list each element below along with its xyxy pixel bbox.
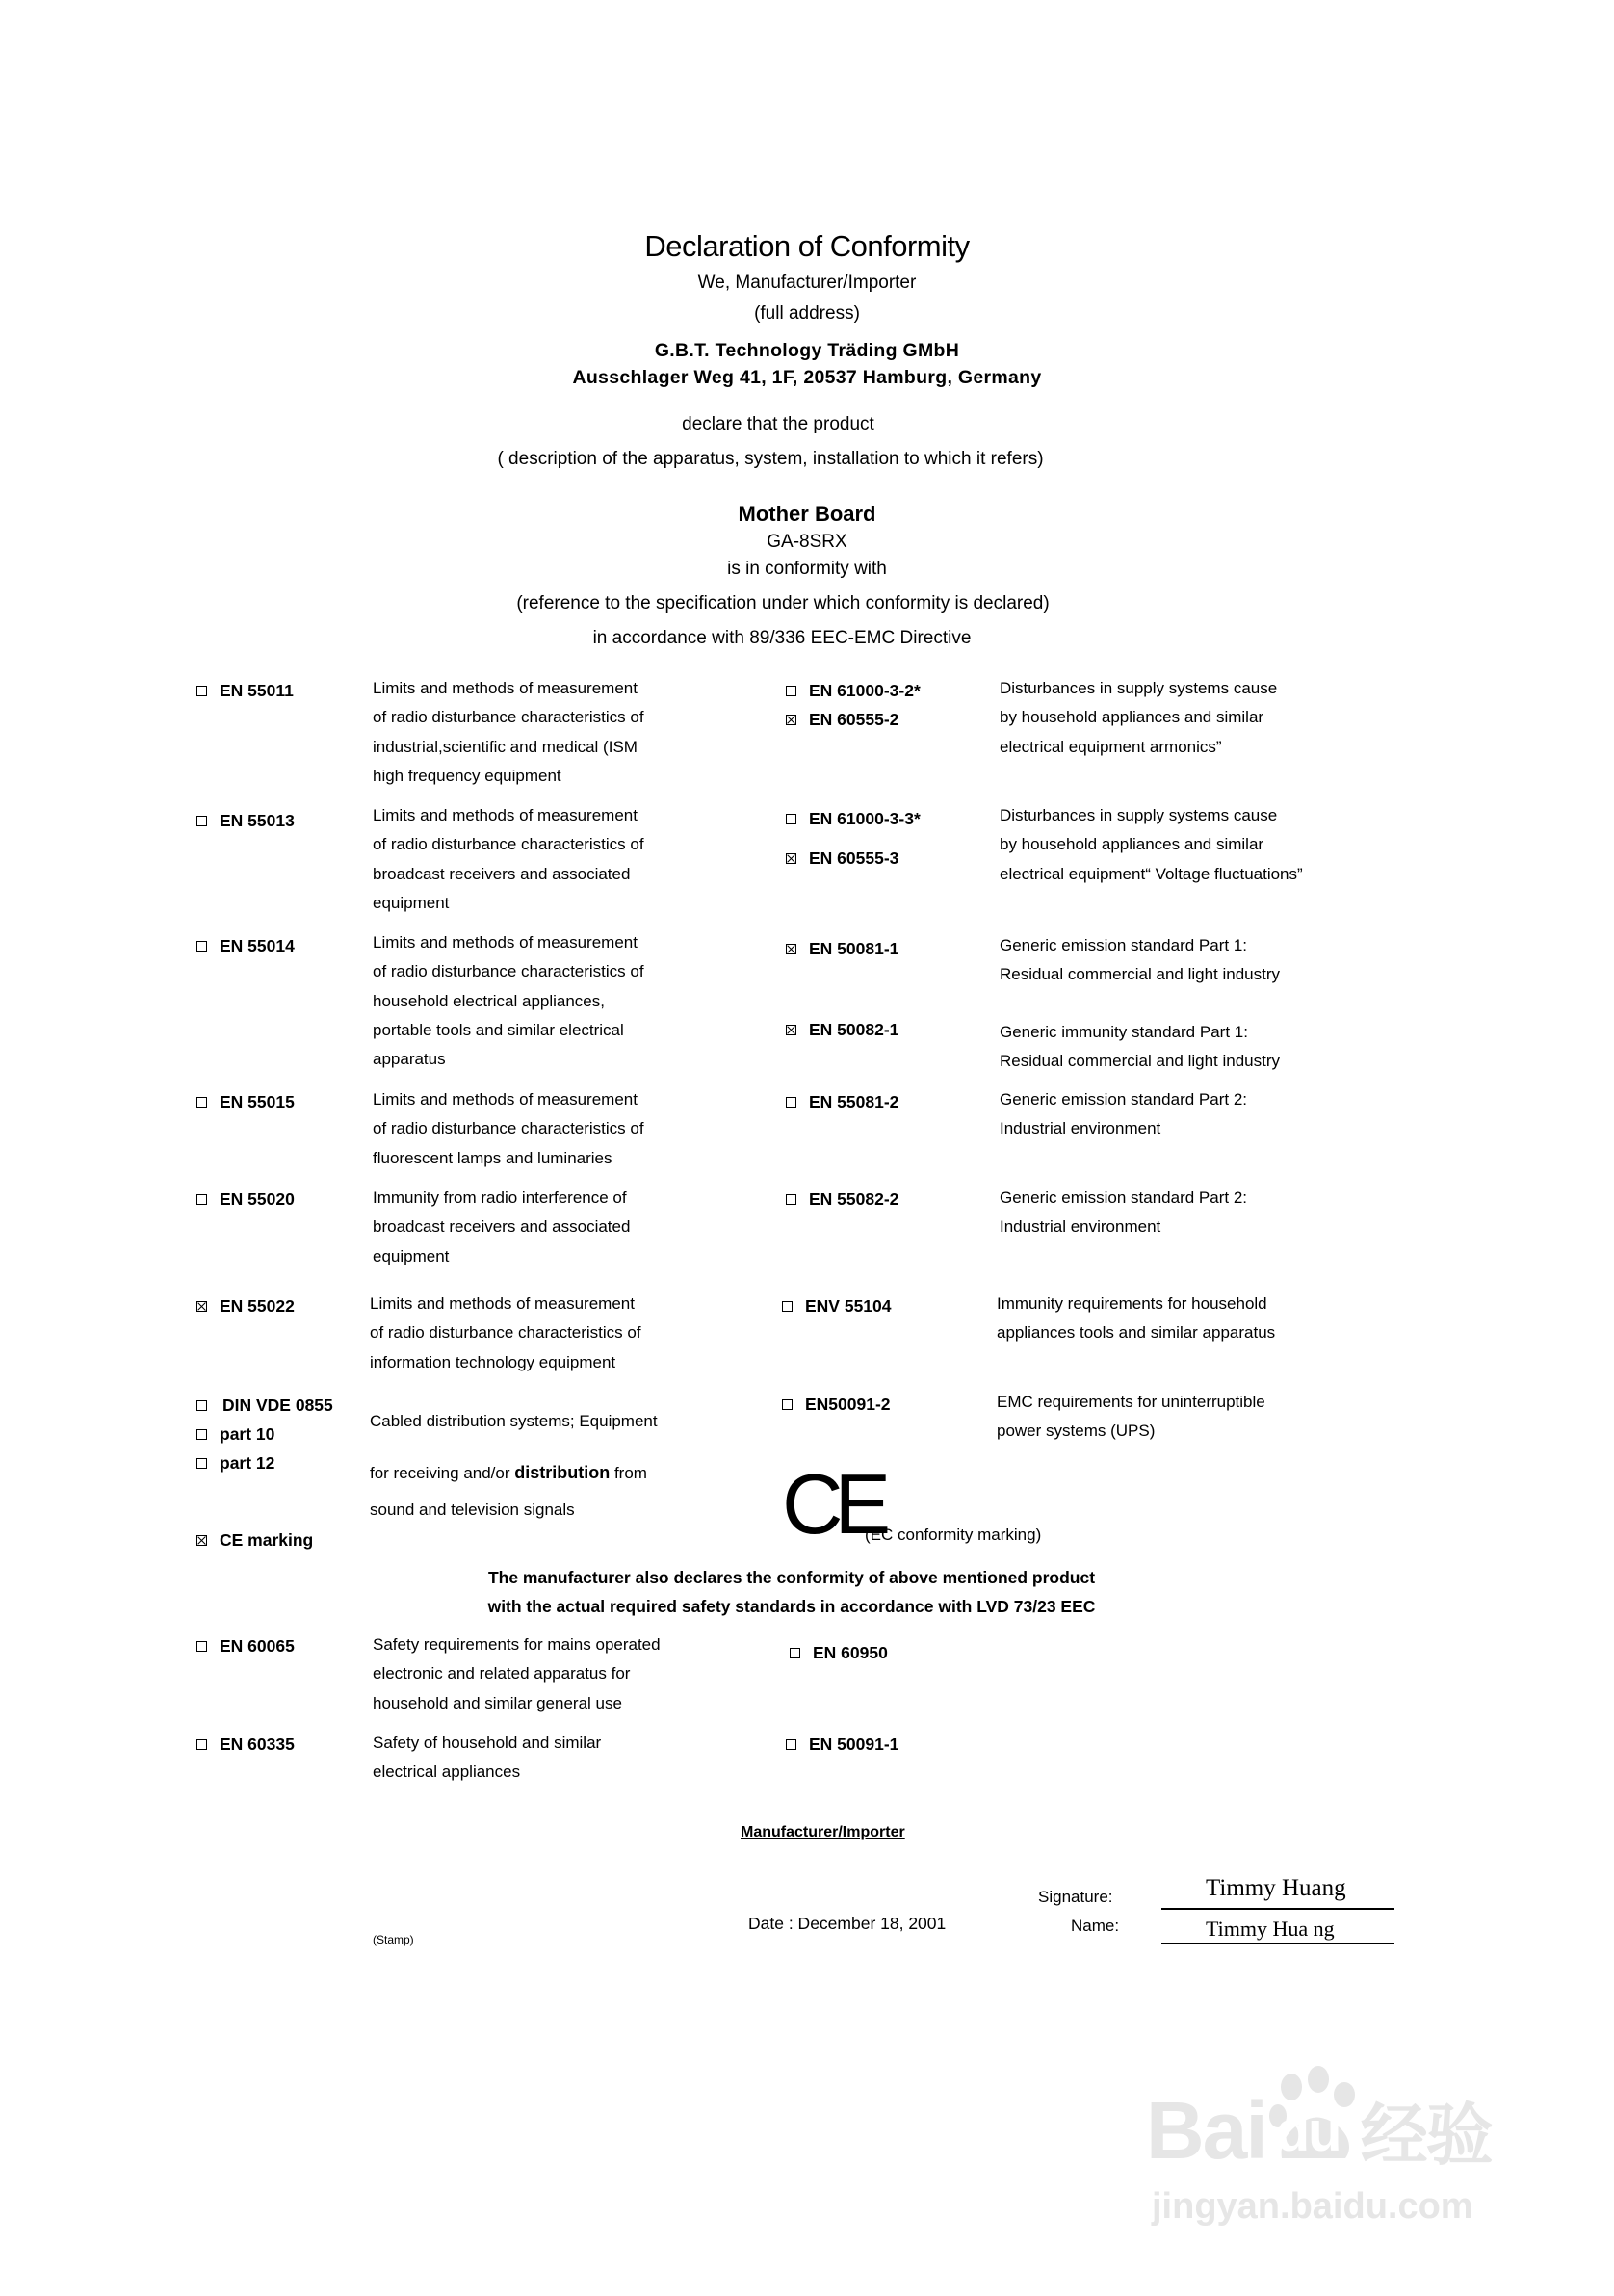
standard-code: EN 55081-2 — [809, 1092, 899, 1111]
standard-desc: Generic emission standard Part 1: Residual commercial and light industry — [1000, 936, 1281, 984]
dinvde-desc-1: Cabled distribution systems; Equipment — [370, 1412, 658, 1430]
company-name: G.B.T. Technology Träding GMbH — [654, 340, 960, 361]
standard-desc: EMC requirements for uninterruptible power systems (UPS) — [997, 1393, 1265, 1441]
standard-desc: Disturbances in supply systems cause by household appliances and similar electrical equipment armonics” — [1000, 679, 1278, 756]
checkbox-checked — [786, 853, 796, 864]
watermark-brand: Bai du 经验 — [1146, 2090, 1492, 2176]
standard-code: EN 60950 — [813, 1643, 888, 1662]
standard-code: EN 55015 — [220, 1092, 295, 1111]
standard-desc: Safety of household and similar electrical appliances — [373, 1734, 602, 1782]
date-line: Date : December 18, 2001 — [748, 1914, 947, 1933]
reference-line: (reference to the specification under which conformity is declared) — [516, 593, 1050, 613]
checkbox-checked — [196, 1535, 207, 1546]
checkbox — [786, 1194, 796, 1205]
checkbox — [196, 1194, 207, 1205]
standard-code: ENV 55104 — [805, 1296, 892, 1316]
standard-code: part 12 — [220, 1453, 275, 1473]
checkbox — [196, 1641, 207, 1652]
checkbox-checked — [786, 715, 796, 725]
standard-code: EN 60335 — [220, 1735, 295, 1754]
signature-value: Timmy Huang — [1206, 1875, 1346, 1901]
checkbox — [196, 1400, 207, 1411]
standard-code: EN 55013 — [220, 811, 295, 830]
standard-code: EN 61000-3-3* — [809, 809, 921, 828]
standard-code: part 10 — [220, 1424, 275, 1444]
checkbox — [782, 1399, 793, 1410]
checkbox-checked — [786, 944, 796, 954]
signature-label: Signature: — [1038, 1888, 1113, 1906]
dinvde-desc-3: sound and television signals — [370, 1500, 575, 1519]
checkbox — [782, 1301, 793, 1312]
standard-desc: Generic immunity standard Part 1: Residual commercial and light industry — [1000, 1023, 1281, 1071]
standard-desc: Generic emission standard Part 2: Industrial environment — [1000, 1090, 1248, 1138]
checkbox — [786, 814, 796, 824]
manufacturer-heading: Manufacturer/Importer — [741, 1824, 905, 1840]
checkbox-checked — [786, 1025, 796, 1035]
name-label: Name: — [1071, 1917, 1120, 1935]
conformity-line: is in conformity with — [727, 559, 887, 579]
declare-line: declare that the product — [682, 414, 874, 434]
checkbox — [196, 941, 207, 952]
standard-desc: Limits and methods of measurement of radio disturbance characteristics of broadcast receivers and associated equipment — [373, 806, 644, 912]
standard-desc: Limits and methods of measurement of radio disturbance characteristics of household electrical appliances, portable tools and similar electrical apparatus — [373, 933, 644, 1069]
standard-code: EN 60065 — [220, 1636, 295, 1656]
standard-desc: Limits and methods of measurement of radio disturbance characteristics of information technology equipment — [370, 1294, 641, 1371]
standard-code: EN 55020 — [220, 1189, 295, 1209]
standard-code: EN 50091-1 — [809, 1735, 899, 1754]
safety-line-2: with the actual required safety standards in accordance with LVD 73/23 EEC — [487, 1597, 1096, 1616]
standard-code: DIN VDE 0855 — [222, 1396, 333, 1415]
standard-code: EN50091-2 — [805, 1395, 891, 1414]
dinvde-desc-2: for receiving and/or distribution from — [370, 1463, 647, 1482]
manufacturer-line: We, Manufacturer/Importer — [697, 273, 917, 293]
name-value: Timmy Hua ng — [1206, 1917, 1335, 1941]
checkbox-checked — [196, 1301, 207, 1312]
ce-marking-label: CE marking — [220, 1530, 314, 1550]
name-line — [1161, 1943, 1394, 1944]
standard-code: EN 55011 — [220, 681, 294, 700]
checkbox — [790, 1648, 800, 1658]
standard-code: EN 55082-2 — [809, 1189, 899, 1209]
standard-desc: Disturbances in supply systems cause by household appliances and similar electrical equipment“ Voltage fluctuations” — [1000, 806, 1303, 883]
standard-desc: Immunity from radio interference of broadcast receivers and associated equipment — [373, 1188, 631, 1265]
directive-line: in accordance with 89/336 EEC-EMC Directive — [592, 628, 972, 648]
standard-code: EN 61000-3-2* — [809, 681, 921, 700]
standard-code: EN 60555-3 — [809, 848, 899, 868]
standard-desc: Safety requirements for mains operated electronic and related apparatus for household and similar general use — [373, 1635, 661, 1712]
standard-desc: Immunity requirements for household appliances tools and similar apparatus — [997, 1294, 1276, 1343]
standard-code: EN 50082-1 — [809, 1020, 899, 1039]
checkbox — [196, 816, 207, 826]
standard-desc: Limits and methods of measurement of radio disturbance characteristics of fluorescent lamps and luminaries — [373, 1090, 644, 1167]
checkbox — [786, 686, 796, 696]
standard-desc: Limits and methods of measurement of radio disturbance characteristics of industrial,scientific and medical (ISM high frequency equipment — [373, 679, 644, 785]
standard-code: EN 60555-2 — [809, 710, 899, 729]
checkbox — [196, 1097, 207, 1108]
signature-line — [1161, 1908, 1394, 1910]
standard-desc: Generic emission standard Part 2: Industrial environment — [1000, 1188, 1248, 1237]
checkbox — [786, 1739, 796, 1750]
watermark-url: jingyan.baidu.com — [1152, 2186, 1473, 2227]
ce-mark-logo: CE — [782, 1456, 883, 1552]
ce-mark-caption: (EC conformity marking) — [865, 1526, 1042, 1544]
checkbox — [196, 1458, 207, 1469]
paw-icon: du — [1268, 2095, 1359, 2164]
product-model: GA-8SRX — [767, 532, 847, 552]
company-address: Ausschlager Weg 41, 1F, 20537 Hamburg, Germany — [572, 367, 1042, 388]
checkbox — [196, 686, 207, 696]
product-name: Mother Board — [738, 502, 876, 526]
checkbox — [196, 1429, 207, 1440]
full-address-line: (full address) — [754, 303, 860, 324]
page-title: Declaration of Conformity — [644, 229, 970, 263]
checkbox — [196, 1739, 207, 1750]
standard-code: EN 55022 — [220, 1296, 295, 1316]
standard-code: EN 50081-1 — [809, 939, 899, 958]
checkbox — [786, 1097, 796, 1108]
safety-line-1: The manufacturer also declares the conformity of above mentioned product — [487, 1568, 1096, 1587]
standard-code: EN 55014 — [220, 936, 295, 955]
stamp-label: (Stamp) — [373, 1933, 414, 1946]
description-line: ( description of the apparatus, system, installation to which it refers) — [497, 449, 1044, 469]
